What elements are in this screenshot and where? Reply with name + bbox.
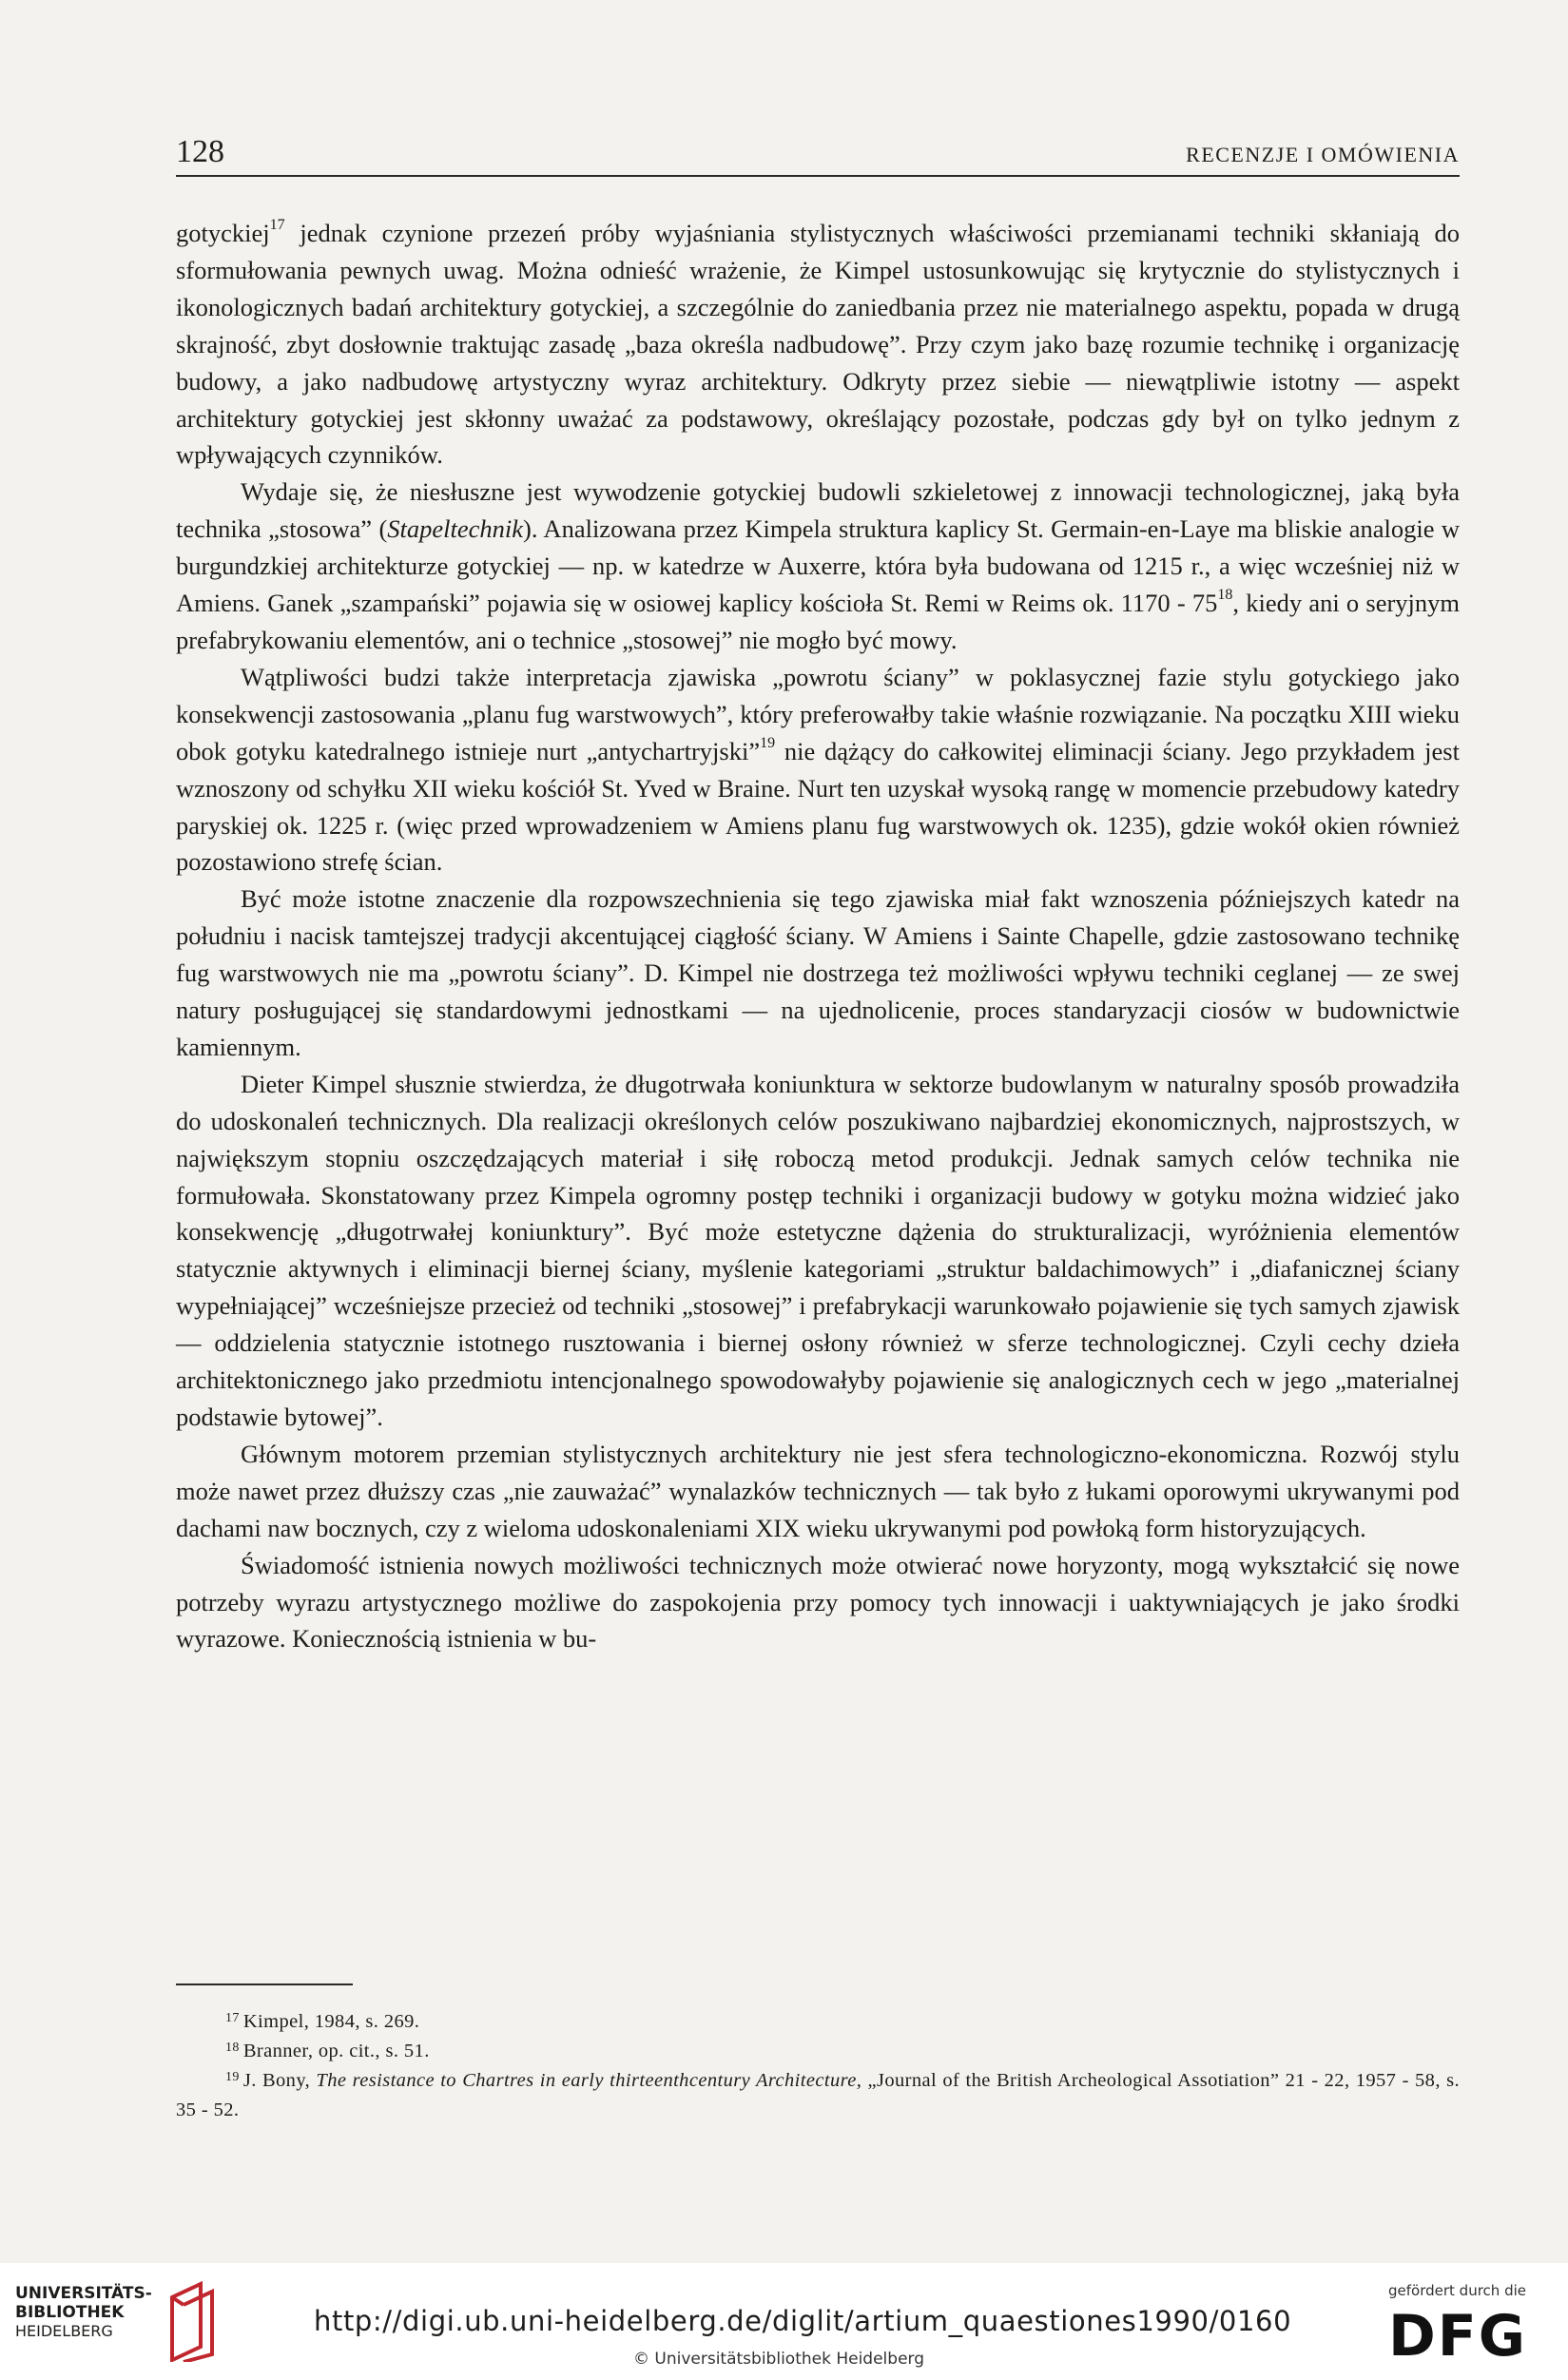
footnote-17 [176,2008,1460,2038]
digitization-footer [0,2263,1568,2380]
footnote-18-number: 18 [225,2041,240,2055]
page-number: 128 [176,134,224,169]
paragraph-2-text-c: , kiedy ani o seryjnym prefabrykowaniu elementów, ani o technice „stosowej” nie mogło być mowy. [176,589,1461,654]
library-name-line-3: HEIDELBERG [15,2322,113,2340]
funding-note: gefördert durch die [1388,2282,1526,2299]
paragraph-1-text-a: gotyckiej [176,219,270,247]
paragraph-3-text-a: Wątpliwości budzi także interpretacja zjawiska „powrotu ściany” w poklasycznej fazie stylu gotyckiego jako konsekwencji zastosowania „planu fug warstwowych”, który preferowałby takie właśnie rozwiązanie. Na początku XIII wieku obok gotyku katedralnego istnieje nurt „antychartryjski” [176,662,1460,765]
footnote-19-title: The resistance to Chartres in early thirteenthcentury Architecture, [316,2070,862,2091]
library-name [15,2284,152,2341]
article-body [176,215,1460,1657]
paragraph-2-italic-term: Stapeltechnik [387,514,524,544]
footnote-18-text: Branner, op. cit., s. 51. [242,2041,430,2061]
paragraph-3-text-b: nie dążący do całkowitej eliminacji ściany. Jego przykładem jest wznoszony od schyłku XII wieku kościół St. Yved w Braine. Nurt ten uzyskał wysoką rangę w momencie przebudowy katedry paryskiej ok. 1225 r. (więc przed wprowadzeniem w Amiens planu fug warstwowych ok. 1235), gdzie wokół okien również pozostawiono strefę ścian. [176,736,1460,877]
footnote-19-rest: „Journal of the British Archeological Assotiation” 21 - 22, 1957 - 58, s. 35 - 52. [176,2070,1461,2120]
footnote-ref-18: 18 [1217,587,1233,604]
footnote-18 [176,2038,1460,2067]
paragraph-6: Głównym motorem przemian stylistycznych architektury nie jest sfera technologiczno-ekonomiczna. Rozwój stylu może nawet przez dłuższy czas „nie zauważać” wynalazków technicznych — tak było z łukami oporowymi ukrywanymi pod dachami naw bocznych, czy z wieloma udoskonaleniami XIX wieku ukrywanymi pod powłoką form historyzujących. [176,1439,1460,1542]
footnotes [176,2008,1460,2124]
library-emblem-icon [163,2280,223,2366]
footnote-17-text: Kimpel, 1984, s. 269. [242,2011,420,2032]
running-head: RECENZJE I OMÓWIENIA [1186,143,1460,166]
footnote-17-number: 17 [225,2011,240,2025]
paragraph-1-text-b: jednak czynione przezeń próby wyjaśniania stylistycznych właściwości przemianami techniki skłaniają do sformułowania pewnych uwag. Można odnieść wrażenie, że Kimpel ustosunkowując się krytycznie do stylistycznych i ikonologicznych badań architektury gotyckiej, a szczególnie do zaniedbania przez nie materialnego aspektu, popada w drugą skrajność, zbyt dosłownie traktując zasadę „baza określa nadbudowę”. Przy czym jako bazę rozumie technikę i organizację budowy, a jako nadbudowę artystyczny wyraz architektury. Odkryty przez siebie — niewątpliwie istotny — aspekt architektury gotyckiej jest skłonny uważać za podstawowy, określający pozostałe, podczas gdy był on tylko jednym z wpływających czynników. [176,219,1460,470]
paragraph-2-text-b: ). Analizowana przez Kimpela struktura kaplicy St. Germain-en-Laye ma bliskie analogie w burgundzkiej architekturze gotyckiej — np. w katedrze w Auxerre, która była budowana od 1215 r., a więc wcześniej niż w Amiens. Ganek „szampański” pojawia się w osiowej kaplicy kościoła St. Remi w Reims ok. 1170 - 75 [176,514,1460,618]
dfg-logo: DFG [1388,2303,1528,2370]
footnote-19 [176,2067,1460,2124]
dfg-funding-block [1388,2282,1559,2372]
paragraph-3 [176,659,1460,880]
paragraph-2 [176,474,1460,659]
paragraph-4: Być może istotne znaczenie dla rozpowszechnienia się tego zjawiska miał fakt wznoszenia późniejszych katedr na południu i nacisk tamtejszej tradycji akcentującej ciągłość ściany. W Amiens i Sainte Chapelle, gdzie zastosowano technikę fug warstwowych nie ma „powrotu ściany”. D. Kimpel nie dostrzega też możliwości wpływu techniki ceglanej — ze swej natury posługującej się standardowymi jednostkami — na ujednolicenie, proces standaryzacji ciosów w budownictwie kamiennym. [176,884,1460,1061]
library-name-line-2: BIBLIOTHEK [15,2303,125,2322]
paragraph-1 [176,215,1460,474]
footnote-19-author: J. Bony, [242,2070,317,2091]
copyright-notice: © Universitätsbibliothek Heidelberg [633,2350,925,2369]
library-name-line-1: UNIVERSITÄTS- [15,2284,152,2303]
footnote-19-number: 19 [225,2070,240,2084]
permalink-url[interactable]: http://digi.ub.uni-heidelberg.de/diglit/artium_quaestiones1990/0160 [314,2305,1292,2337]
footnote-separator [176,1983,353,1985]
footnote-ref-19: 19 [760,734,776,751]
paragraph-7: Świadomość istnienia nowych możliwości technicznych może otwierać nowe horyzonty, mogą wykształcić się nowe potrzeby wyrazu artystycznego możliwe do zaspokojenia przy pomocy tych innowacji i uaktywniających je jako środki wyrazowe. Koniecznością istnienia w bu- [176,1550,1460,1654]
paragraph-5: Dieter Kimpel słusznie stwierdza, że długotrwała koniunktura w sektorze budowlanym w naturalny sposób prowadziła do udoskonaleń technicznych. Dla realizacji określonych celów poszukiwano najbardziej ekonomicznych, najprostszych, w największym stopniu oszczędzających materiał i siłę roboczą metod produkcji. Jednak samych celów technika nie formułowała. Skonstatowany przez Kimpela ogromny postęp techniki i organizacji budowy w gotyku można widzieć jako konsekwencję „długotrwałej koniunktury”. Być może estetyczne dążenia do strukturalizacji, wyróżnienia elementów statycznie aktywnych i eliminacji biernej ściany, myślenie kategoriami „struktur baldachimowych” i „diafanicznej ściany wypełniającej” wcześniejsze przecież od techniki „stosowej” i prefabrykacji warunkowało pojawienie się tych samych zjawisk — oddzielenia statycznie istotnego rusztowania i biernej osłony również w sferze technologicznej. Czyli cechy dzieła architektonicznego jako przedmiotu intencjonalnego spowodowałyby pojawienie się analogicznych cech w jego „materialnej podstawie bytowej”. [176,1069,1460,1431]
page-header [176,133,1460,177]
library-logo[interactable] [15,2284,234,2370]
footnote-ref-17: 17 [269,217,285,234]
paragraph-2-text-a: Wydaje się, że niesłuszne jest wywodzenie gotyckiej budowli szkieletowej z innowacji technologicznej, jaką była technika „stosowa” ( [176,477,1460,544]
